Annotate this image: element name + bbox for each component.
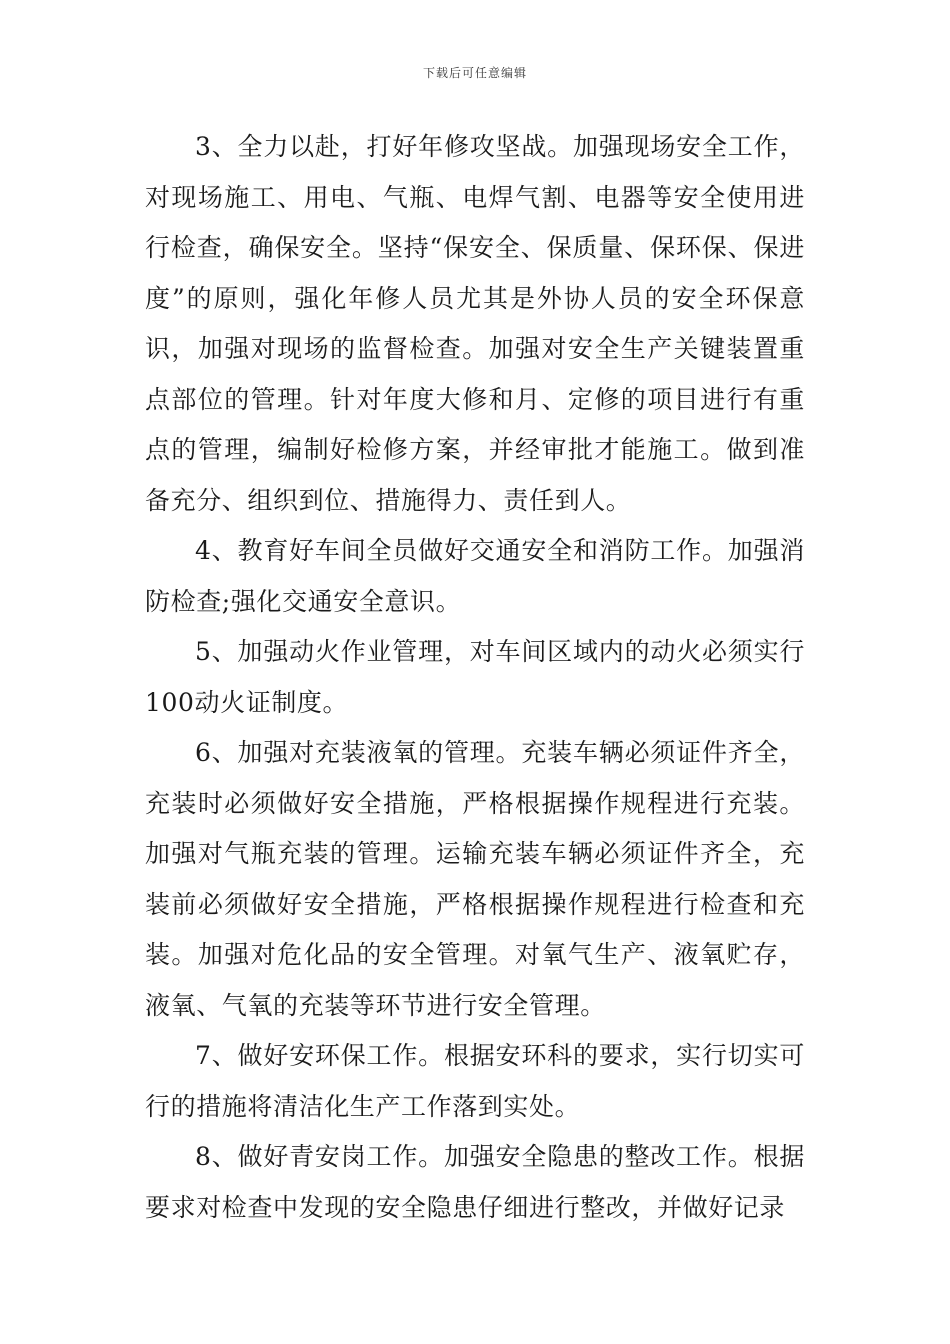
page-header: 下载后可任意编辑 <box>422 66 527 80</box>
paragraph-5: 5、加强动火作业管理，对车间区域内的动火必须实行100动火证制度。 <box>145 637 805 717</box>
document-body <box>145 122 805 1233</box>
paragraph-8: 8、做好青安岗工作。加强安全隐患的整改工作。根据要求对检查中发现的安全隐患仔细进行整改，并做好记录 <box>145 1142 805 1222</box>
paragraph-3: 3、全力以赴，打好年修攻坚战。加强现场安全工作，对现场施工、用电、气瓶、电焊气割、电器等安全使用进行检查，确保安全。坚持“保安全、保质量、保环保、保进度”的原则，强化年修人员尤其是外协人员的安全环保意识，加强对现场的监督检查。加强对安全生产关键装置重点部位的管理。针对年度大修和月、定修的项目进行有重点的管理，编制好检修方案，并经审批才能施工。做到准备充分、组织到位、措施得力、责任到人。 <box>145 132 805 515</box>
paragraph-4: 4、教育好车间全员做好交通安全和消防工作。加强消防检查;强化交通安全意识。 <box>145 536 805 616</box>
paragraph-6: 6、加强对充装液氧的管理。充装车辆必须证件齐全，充装时必须做好安全措施，严格根据操作规程进行充装。加强对气瓶充装的管理。运输充装车辆必须证件齐全，充装前必须做好安全措施，严格根据操作规程进行检查和充装。加强对危化品的安全管理。对氧气生产、液氧贮存，液氧、气氧的充装等环节进行安全管理。 <box>145 738 805 1020</box>
paragraph-7: 7、做好安环保工作。根据安环科的要求，实行切实可行的措施将清洁化生产工作落到实处。 <box>145 1041 805 1121</box>
